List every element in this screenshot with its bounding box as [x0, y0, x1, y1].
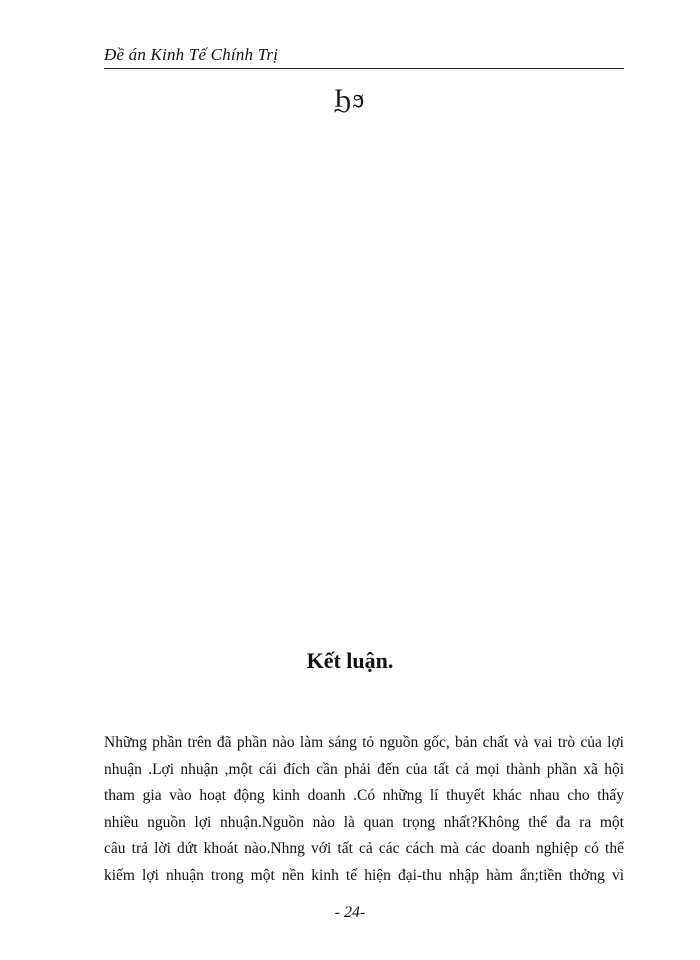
paragraph-line: câu trả lời dứt khoát nào.Nhng với tất cả các cách mà các doanh nghiệp có thể — [104, 840, 624, 857]
ornament-glyphs — [0, 84, 700, 114]
paragraph-line: kiếm lợi nhuận trong một nền kinh tế hiện đại-thu nhập hàm ẩn;tiền thởng vì — [104, 866, 624, 884]
ornament-text: Ϧϧ — [333, 84, 367, 113]
page-header — [104, 44, 624, 69]
paragraph-line: nhuận .Lợi nhuận ,một cái đích cần phải đến của tất cả mọi thành phần xã hội — [104, 760, 624, 778]
conclusion-paragraph — [104, 730, 624, 889]
page-number: - 24- — [334, 904, 366, 921]
paragraph-line: tham gia vào hoạt động kinh doanh .Có những lí thuyết khác nhau cho thấy — [104, 787, 624, 804]
header-title: Đề án Kinh Tế Chính Trị — [104, 45, 279, 64]
paragraph-line: nhiều nguồn lợi nhuận.Nguồn nào là quan trọng nhất?Không thể đa ra một — [104, 813, 624, 831]
paragraph-line: Những phần trên đã phần nào làm sáng tỏ nguồn gốc, bản chất và vai trò của lợi — [104, 734, 624, 751]
section-title: Kết luận. — [306, 648, 394, 673]
